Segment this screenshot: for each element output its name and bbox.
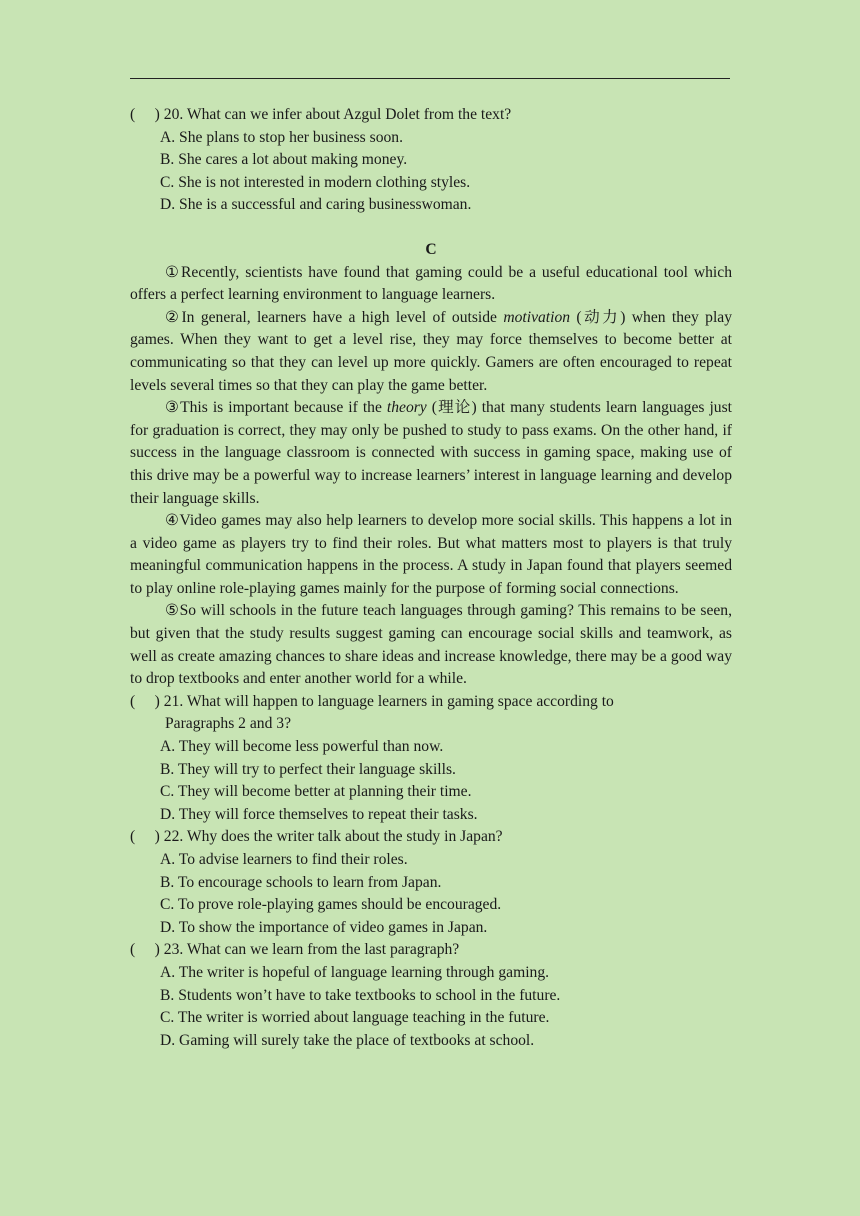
paragraph-3-part-b: (理论) that many students learn languages just for graduation is correct, they may only be pushed to study to pass exams. On the other hand, if success in the language classroom is connected with success in gaming space, making use of this drive may be a powerful way to increase learners’ interest in language learning and develop their language skills.	[130, 399, 732, 507]
question-22-text: 22. Why does the writer talk about the study in Japan?	[163, 828, 503, 846]
question-20-text: 20. What can we infer about Azgul Dolet from the text?	[163, 106, 512, 123]
section-title: C	[425, 240, 437, 258]
header-rule	[130, 78, 730, 79]
paragraph-5: ⑤So will schools in the future teach languages through gaming? This remains to be seen, but given that the study results suggest gaming can encourage social skills and teamwork, as well as create amazing chances to share ideas and increase knowledge, there may be a good way to drop textbooks and enter another world for a while.	[130, 602, 732, 688]
question-23-option-a: A. The writer is hopeful of language learning through gaming.	[160, 963, 550, 981]
question-21	[130, 691, 732, 714]
paragraph-2-term: motivation	[503, 308, 571, 326]
question-20	[130, 104, 732, 127]
question-22-option-a: A. To advise learners to find their roles.	[160, 851, 408, 868]
question-22-option-b: B. To encourage schools to learn from Japan.	[160, 873, 442, 891]
paragraph-3-part-a: ③This is important because if the	[165, 399, 387, 417]
paragraph-3-term: theory	[386, 399, 427, 417]
question-22	[130, 826, 732, 849]
question-21-option-a: A. They will become less powerful than now.	[160, 738, 444, 756]
question-20-option-a: A. She plans to stop her business soon.	[160, 128, 403, 146]
question-20-option-c: C. She is not interested in modern clothing styles.	[160, 173, 471, 191]
question-21-text: 21. What will happen to language learners in gaming space according to	[163, 692, 614, 710]
answer-blank-20[interactable]: ( )	[130, 106, 164, 123]
paragraph-2-part-b: (动力) when they play games. When they want to get a level rise, they may force themselves to become better at communicating so that they can level up more quickly. Gamers are often encouraged to repeat levels several times so that they can play the game better.	[130, 308, 732, 394]
question-20-option-b: B. She cares a lot about making money.	[160, 151, 408, 169]
question-22-option-c: C. To prove role-playing games should be encouraged.	[160, 896, 502, 914]
question-22-option-d: D. To show the importance of video games in Japan.	[160, 918, 488, 936]
question-21-option-c: C. They will become better at planning their time.	[160, 783, 472, 801]
answer-blank-21[interactable]: ( )	[130, 692, 164, 710]
question-23-option-b: B. Students won’t have to take textbooks to school in the future.	[160, 986, 561, 1004]
question-21-option-d: D. They will force themselves to repeat their tasks.	[160, 805, 478, 823]
question-21-text-continued: Paragraphs 2 and 3?	[165, 715, 292, 733]
question-23-text: 23. What can we learn from the last paragraph?	[163, 941, 460, 959]
question-21-option-b: B. They will try to perfect their language skills.	[160, 760, 456, 778]
question-23-option-d: D. Gaming will surely take the place of textbooks at school.	[160, 1031, 535, 1049]
answer-blank-22[interactable]: ( )	[130, 828, 164, 846]
paragraph-4: ④Video games may also help learners to develop more social skills. This happens a lot in a video game as players try to find their roles. But what matters most to players is that truly meaningful communication happens in the process. A study in Japan found that players seemed to play online role-playing games mainly for the purpose of forming social connections.	[130, 512, 732, 597]
answer-blank-23[interactable]: ( )	[130, 941, 164, 959]
page-content	[130, 104, 732, 1052]
paragraph-2-part-a: ②In general, learners have a high level of outside	[165, 308, 504, 326]
paragraph-1: ①Recently, scientists have found that gaming could be a useful educational tool which offers a perfect learning environment to language learners.	[130, 263, 732, 304]
question-23-option-c: C. The writer is worried about language teaching in the future.	[160, 1009, 550, 1027]
question-23	[130, 939, 732, 962]
paragraph-2	[130, 307, 732, 397]
paragraph-3	[130, 397, 732, 510]
question-20-option-d: D. She is a successful and caring businesswoman.	[160, 196, 472, 214]
